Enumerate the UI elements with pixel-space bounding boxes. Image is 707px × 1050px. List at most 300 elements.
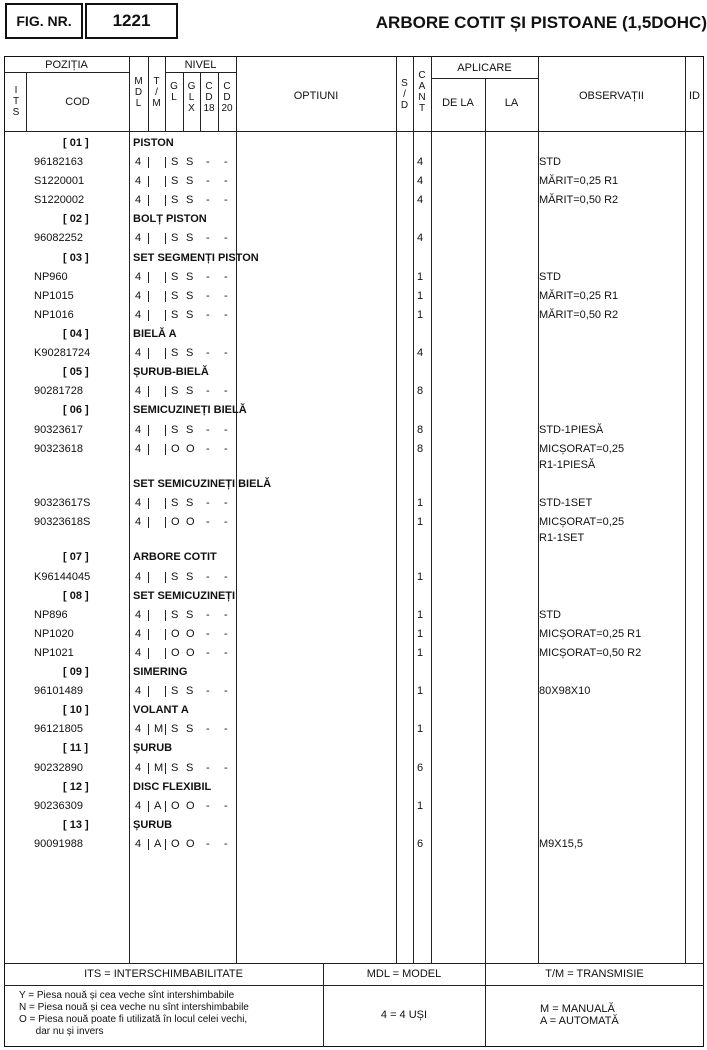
part-cd20: - [224, 156, 228, 168]
cant-header: C A N T [418, 70, 426, 114]
part-observatii: STD [539, 609, 561, 621]
group-number: [ 04 ] [63, 328, 89, 340]
cell-divider [165, 686, 166, 697]
cell-divider [148, 686, 149, 697]
legend-mid-line [4, 985, 704, 986]
cell-divider [148, 724, 149, 735]
legend-mdl-heading: MDL = MODEL [366, 968, 442, 980]
part-row [0, 798, 707, 816]
la-header: LA [504, 97, 519, 109]
part-cd18: - [206, 232, 210, 244]
part-tm: A [154, 838, 162, 850]
part-tm: A [154, 800, 162, 812]
part-row [0, 307, 707, 325]
page-header [0, 0, 707, 45]
group-number: [ 01 ] [63, 137, 89, 149]
group-name: ȘURUB [133, 819, 173, 831]
cell-divider [165, 157, 166, 168]
part-cd18: - [206, 647, 210, 659]
sd-header: S / D [400, 78, 409, 111]
part-tm: M [154, 723, 164, 735]
part-row [0, 607, 707, 625]
part-observatii: M9X15,5 [539, 838, 584, 850]
part-mdl: 4 [135, 347, 142, 359]
part-observatii: MĂRIT=0,50 R2 [539, 194, 619, 206]
group-name: SEMICUZINEȚI BIELĂ [133, 404, 247, 416]
aplicare-header: APLICARE [457, 62, 512, 74]
cell-divider [236, 763, 237, 774]
cell-divider [165, 629, 166, 640]
part-mdl: 4 [135, 571, 142, 583]
part-mdl: 4 [135, 609, 142, 621]
part-cd20: - [224, 309, 228, 321]
group-number: [ 03 ] [63, 252, 89, 264]
cell-divider [148, 272, 149, 283]
part-cd18: - [206, 497, 210, 509]
group-name: ȘURUB-BIELĂ [133, 366, 209, 378]
part-observatii-continued: R1-1SET [539, 532, 585, 544]
cell-divider [165, 517, 166, 528]
part-code: 90232890 [34, 762, 83, 774]
part-mdl: 4 [135, 175, 142, 187]
group-row [0, 211, 707, 229]
optiuni-header: OPTIUNI [293, 90, 339, 102]
part-row [0, 192, 707, 210]
group-number: [ 02 ] [63, 213, 89, 225]
part-mdl: 4 [135, 290, 142, 302]
cell-divider [236, 291, 237, 302]
part-cant: 1 [417, 723, 424, 735]
group-row [0, 817, 707, 835]
cell-divider [236, 839, 237, 850]
cell-divider [236, 686, 237, 697]
cell-divider [165, 801, 166, 812]
part-cd20: - [224, 723, 228, 735]
part-glx: O [186, 443, 195, 455]
group-row [0, 588, 707, 606]
part-cd20: - [224, 424, 228, 436]
cell-divider [165, 195, 166, 206]
group-name: ARBORE COTIT [133, 551, 217, 563]
part-code: 90281728 [34, 385, 83, 397]
part-glx: O [186, 516, 195, 528]
part-row [0, 288, 707, 306]
part-glx: S [186, 290, 194, 302]
part-gl: O [171, 800, 180, 812]
part-cd20: - [224, 290, 228, 302]
id-header: ID [689, 90, 700, 102]
pozitia-header: POZIȚIA [45, 59, 88, 71]
part-cd18: - [206, 800, 210, 812]
cell-divider [148, 444, 149, 455]
part-cd20: - [224, 443, 228, 455]
part-mdl: 4 [135, 685, 142, 697]
part-observatii: MĂRIT=0,50 R2 [539, 309, 619, 321]
part-row [0, 626, 707, 644]
part-cd18: - [206, 424, 210, 436]
part-code: K90281724 [34, 347, 91, 359]
part-mdl: 4 [135, 838, 142, 850]
part-cd18: - [206, 723, 210, 735]
cd20-header: C D 20 [221, 81, 233, 114]
part-row [0, 721, 707, 739]
cell-divider [236, 444, 237, 455]
part-row [0, 173, 707, 191]
cell-divider [236, 648, 237, 659]
group-number: [ 13 ] [63, 819, 89, 831]
cell-divider [148, 517, 149, 528]
part-glx: S [186, 194, 194, 206]
legend-tm-heading: T/M = TRANSMISIE [545, 968, 644, 980]
group-row [0, 250, 707, 268]
cell-divider [165, 498, 166, 509]
part-code: 90236309 [34, 800, 83, 812]
part-cd20: - [224, 175, 228, 187]
part-code: 90323617S [34, 497, 91, 509]
part-glx: S [186, 762, 194, 774]
part-glx: S [186, 309, 194, 321]
part-code: 90323617 [34, 424, 83, 436]
group-number: [ 12 ] [63, 781, 89, 793]
part-observatii: MICȘORAT=0,50 R2 [539, 647, 642, 659]
group-number: [ 06 ] [63, 404, 89, 416]
group-name: PISTON [133, 137, 174, 149]
part-cant: 1 [417, 497, 424, 509]
part-cant: 1 [417, 571, 424, 583]
group-number: [ 07 ] [63, 551, 89, 563]
cell-divider [148, 610, 149, 621]
part-gl: S [171, 347, 179, 359]
part-row [0, 569, 707, 587]
part-observatii: MICȘORAT=0,25 [539, 516, 625, 528]
part-cant: 1 [417, 685, 424, 697]
part-mdl: 4 [135, 156, 142, 168]
part-code: 90091988 [34, 838, 83, 850]
figure-number: 1221 [85, 3, 178, 39]
part-cd18: - [206, 762, 210, 774]
part-glx: S [186, 497, 194, 509]
cod-header: COD [65, 96, 90, 108]
part-glx: S [186, 271, 194, 283]
pozitia-underline [4, 72, 129, 73]
part-row [0, 441, 707, 471]
part-glx: S [186, 385, 194, 397]
part-cd20: - [224, 800, 228, 812]
cell-divider [148, 386, 149, 397]
group-name: ȘURUB [133, 742, 173, 754]
part-gl: O [171, 647, 180, 659]
cell-divider [165, 610, 166, 621]
part-cd18: - [206, 309, 210, 321]
part-gl: S [171, 194, 179, 206]
part-gl: S [171, 762, 179, 774]
part-cant: 8 [417, 424, 424, 436]
cell-divider [236, 195, 237, 206]
part-mdl: 4 [135, 443, 142, 455]
part-glx: S [186, 175, 194, 187]
part-cd18: - [206, 271, 210, 283]
part-tm: M [154, 762, 164, 774]
part-cant: 4 [417, 175, 424, 187]
part-cant: 1 [417, 647, 424, 659]
group-row [0, 476, 707, 494]
part-cant: 1 [417, 271, 424, 283]
part-cant: 1 [417, 628, 424, 640]
cell-divider [236, 517, 237, 528]
part-cant: 4 [417, 194, 424, 206]
part-code: 96182163 [34, 156, 83, 168]
group-row [0, 402, 707, 420]
group-row [0, 326, 707, 344]
part-row [0, 383, 707, 401]
de-la-header: DE LA [442, 97, 474, 109]
part-cant: 4 [417, 347, 424, 359]
part-cd20: - [224, 762, 228, 774]
cell-divider [165, 444, 166, 455]
part-cd18: - [206, 290, 210, 302]
mdl-header: M D L [134, 76, 143, 109]
group-row [0, 779, 707, 797]
part-code: NP896 [34, 609, 68, 621]
part-code: 96121805 [34, 723, 83, 735]
cell-divider [236, 425, 237, 436]
group-row [0, 702, 707, 720]
nivel-header: NIVEL [184, 59, 217, 71]
cell-divider [148, 648, 149, 659]
part-code: 96082252 [34, 232, 83, 244]
part-row [0, 836, 707, 854]
part-mdl: 4 [135, 497, 142, 509]
cell-divider [148, 801, 149, 812]
group-row [0, 664, 707, 682]
part-cd20: - [224, 516, 228, 528]
part-gl: S [171, 385, 179, 397]
legend-mdl-value: 4 = 4 UȘI [380, 1009, 428, 1021]
part-cant: 6 [417, 762, 424, 774]
part-cd20: - [224, 685, 228, 697]
part-cd18: - [206, 838, 210, 850]
part-glx: S [186, 424, 194, 436]
part-code: S1220002 [34, 194, 85, 206]
part-observatii: MICȘORAT=0,25 R1 [539, 628, 642, 640]
part-mdl: 4 [135, 762, 142, 774]
group-name: DISC FLEXIBIL [133, 781, 212, 793]
group-row [0, 740, 707, 758]
legend-its-text: Y = Piesa nouă și cea veche sînt intershimbabile N = Piesa nouă și cea veche nu sînt intershimbabile O = Piesa nouă poate fi utilizată în locul celei vechi, dar nu și invers [19, 990, 249, 1037]
part-code: 90323618 [34, 443, 83, 455]
part-code: NP1016 [34, 309, 74, 321]
legend-top-line [4, 963, 704, 964]
part-mdl: 4 [135, 723, 142, 735]
cell-divider [148, 839, 149, 850]
part-gl: O [171, 628, 180, 640]
cell-divider [148, 425, 149, 436]
part-observatii: MĂRIT=0,25 R1 [539, 175, 619, 187]
part-observatii: STD [539, 156, 561, 168]
group-name: SET SEGMENȚI PISTON [133, 252, 259, 264]
part-mdl: 4 [135, 309, 142, 321]
part-row [0, 345, 707, 363]
group-row [0, 364, 707, 382]
part-row [0, 422, 707, 440]
part-cd20: - [224, 271, 228, 283]
part-cd18: - [206, 443, 210, 455]
tm-header: T / M [152, 76, 161, 109]
cell-divider [148, 348, 149, 359]
part-row [0, 230, 707, 248]
part-cd18: - [206, 516, 210, 528]
part-cant: 4 [417, 232, 424, 244]
page-title: ARBORE COTIT ȘI PISTOANE (1,5DOHC) [375, 13, 707, 32]
part-glx: S [186, 347, 194, 359]
part-row [0, 683, 707, 701]
part-glx: O [186, 838, 195, 850]
part-gl: S [171, 685, 179, 697]
part-gl: S [171, 424, 179, 436]
figure-label: FIG. NR. [5, 3, 83, 39]
group-name: SIMERING [133, 666, 188, 678]
part-cd18: - [206, 385, 210, 397]
cell-divider [165, 724, 166, 735]
cell-divider [148, 629, 149, 640]
part-cant: 4 [417, 156, 424, 168]
part-glx: S [186, 685, 194, 697]
cell-divider [165, 572, 166, 583]
part-code: NP960 [34, 271, 68, 283]
part-code: NP1015 [34, 290, 74, 302]
part-gl: S [171, 723, 179, 735]
group-row [0, 135, 707, 153]
cell-divider [148, 176, 149, 187]
part-cd18: - [206, 156, 210, 168]
part-code: S1220001 [34, 175, 85, 187]
part-observatii: STD-1SET [539, 497, 593, 509]
part-cant: 1 [417, 609, 424, 621]
part-row [0, 760, 707, 778]
part-row [0, 514, 707, 544]
part-cd20: - [224, 647, 228, 659]
part-code: 90323618S [34, 516, 91, 528]
cell-divider [148, 195, 149, 206]
part-cd18: - [206, 609, 210, 621]
part-gl: S [171, 609, 179, 621]
header-bottom-line [4, 131, 704, 132]
part-cd20: - [224, 571, 228, 583]
legend-its-heading: ITS = INTERSCHIMBABILITATE [84, 968, 243, 980]
group-number: [ 08 ] [63, 590, 89, 602]
part-glx: S [186, 723, 194, 735]
cell-divider [236, 610, 237, 621]
part-row [0, 269, 707, 287]
part-glx: S [186, 571, 194, 583]
cell-divider [165, 839, 166, 850]
part-mdl: 4 [135, 194, 142, 206]
part-gl: S [171, 175, 179, 187]
group-name: SET SEMICUZINEȚI [133, 590, 236, 602]
part-glx: S [186, 156, 194, 168]
cell-divider [165, 310, 166, 321]
part-cd18: - [206, 347, 210, 359]
group-name: SET SEMICUZINEȚI BIELĂ [133, 478, 272, 490]
cell-divider [236, 629, 237, 640]
cell-divider [165, 348, 166, 359]
part-cd20: - [224, 628, 228, 640]
group-name: VOLANT A [133, 704, 189, 716]
cell-divider [236, 498, 237, 509]
group-number: [ 09 ] [63, 666, 89, 678]
part-row [0, 495, 707, 513]
part-mdl: 4 [135, 800, 142, 812]
part-glx: O [186, 647, 195, 659]
group-number: [ 10 ] [63, 704, 89, 716]
cell-divider [165, 386, 166, 397]
cell-divider [148, 498, 149, 509]
cell-divider [148, 310, 149, 321]
part-cd18: - [206, 571, 210, 583]
part-mdl: 4 [135, 424, 142, 436]
part-cd18: - [206, 175, 210, 187]
gl-header: G L [170, 81, 178, 103]
legend-tm-values: M = MANUALĂ A = AUTOMATĂ [540, 1003, 619, 1027]
part-cant: 6 [417, 838, 424, 850]
part-cd20: - [224, 194, 228, 206]
cell-divider [236, 386, 237, 397]
part-cd20: - [224, 232, 228, 244]
cell-divider [148, 157, 149, 168]
part-mdl: 4 [135, 647, 142, 659]
part-cd18: - [206, 685, 210, 697]
cell-divider [148, 291, 149, 302]
part-glx: O [186, 800, 195, 812]
part-gl: O [171, 516, 180, 528]
cell-divider [165, 425, 166, 436]
part-mdl: 4 [135, 385, 142, 397]
part-gl: S [171, 232, 179, 244]
cell-divider [165, 272, 166, 283]
part-cd18: - [206, 628, 210, 640]
cell-divider [236, 233, 237, 244]
part-row [0, 645, 707, 663]
cell-divider [148, 572, 149, 583]
part-cant: 1 [417, 800, 424, 812]
cell-divider [236, 157, 237, 168]
part-gl: S [171, 290, 179, 302]
cell-divider [165, 648, 166, 659]
part-code: NP1020 [34, 628, 74, 640]
group-name: BIELĂ A [133, 328, 177, 340]
part-cd20: - [224, 347, 228, 359]
cell-divider [165, 291, 166, 302]
group-number: [ 11 ] [63, 742, 89, 754]
part-mdl: 4 [135, 232, 142, 244]
group-number: [ 05 ] [63, 366, 89, 378]
part-cant: 8 [417, 385, 424, 397]
part-cant: 8 [417, 443, 424, 455]
part-gl: S [171, 497, 179, 509]
part-observatii: MICȘORAT=0,25 [539, 443, 625, 455]
cell-divider [165, 763, 166, 774]
cell-divider [236, 348, 237, 359]
part-gl: O [171, 443, 180, 455]
group-name: BOLȚ PISTON [133, 213, 207, 225]
cell-divider [165, 176, 166, 187]
part-cd18: - [206, 194, 210, 206]
part-code: K96144045 [34, 571, 91, 583]
part-gl: S [171, 571, 179, 583]
part-glx: O [186, 628, 195, 640]
its-header: I T S [12, 85, 20, 118]
part-glx: S [186, 609, 194, 621]
